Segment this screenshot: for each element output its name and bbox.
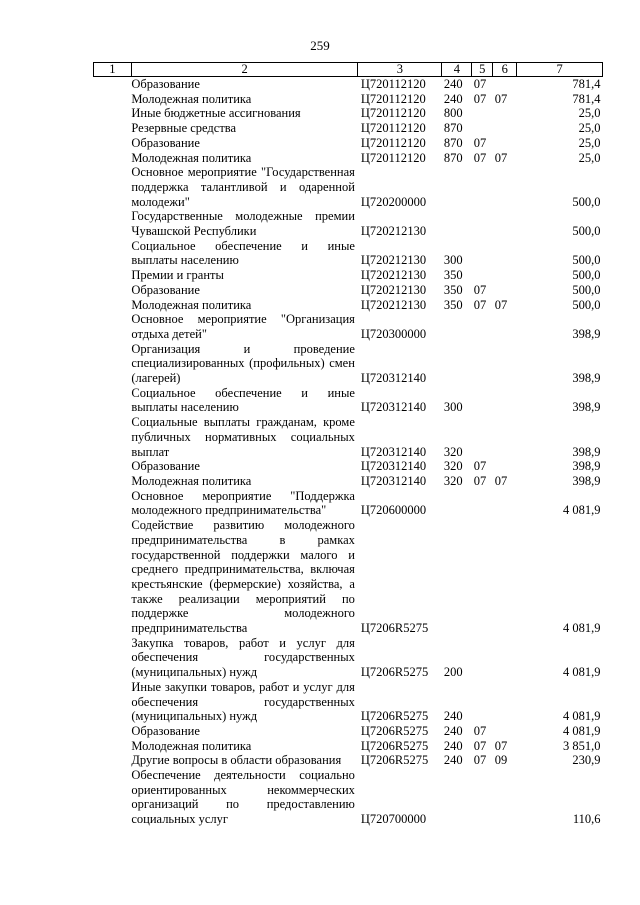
cell-col-1 xyxy=(94,768,132,827)
row-expense-type: 240 xyxy=(443,723,463,738)
cell-col-1 xyxy=(94,151,132,166)
row-code: Ц720300000 xyxy=(360,326,427,341)
cell-col-1 xyxy=(94,489,132,518)
row-expense-type xyxy=(442,768,472,827)
row-name: Молодежная политика xyxy=(131,91,252,106)
header-row xyxy=(94,63,603,77)
row-subsection xyxy=(493,680,517,724)
cell-col-1 xyxy=(94,459,132,474)
row-expense-type xyxy=(442,342,472,386)
row-amount: 25,0 xyxy=(578,135,601,150)
row-subsection xyxy=(493,239,517,268)
cell-col-1 xyxy=(94,239,132,268)
row-section xyxy=(472,342,493,386)
row-amount: 781,4 xyxy=(572,77,601,91)
table-row xyxy=(94,739,603,754)
row-expense-type: 320 xyxy=(443,473,463,488)
header-col-5: 5 xyxy=(472,63,493,77)
row-section: 07 xyxy=(473,738,487,753)
row-section: 07 xyxy=(473,723,487,738)
row-amount: 25,0 xyxy=(578,106,601,121)
row-expense-type: 870 xyxy=(443,121,463,136)
row-name: Другие вопросы в области образования xyxy=(131,753,342,768)
row-name: Организация и проведение специализированных (профильных) смен (лагерей) xyxy=(131,341,355,386)
row-name: Основное мероприятие "Организация отдыха детей" xyxy=(131,312,355,341)
row-code: Ц720212130 xyxy=(360,297,427,312)
row-name: Государственные молодежные премии Чувашской Республики xyxy=(131,209,355,239)
row-section: 07 xyxy=(473,150,487,165)
row-name: Образование xyxy=(131,135,200,150)
row-name: Образование xyxy=(131,77,200,91)
row-name: Образование xyxy=(131,282,200,297)
row-section: 07 xyxy=(473,297,487,312)
row-amount: 4 081,9 xyxy=(563,723,601,738)
row-section: 07 xyxy=(473,459,487,474)
header-col-6: 6 xyxy=(493,63,517,77)
table-row xyxy=(94,298,603,313)
table-row xyxy=(94,165,603,209)
cell-col-1 xyxy=(94,298,132,313)
cell-col-1 xyxy=(94,77,132,92)
row-expense-type: 200 xyxy=(443,665,463,680)
cell-col-1 xyxy=(94,283,132,298)
row-amount: 500,0 xyxy=(572,282,601,297)
row-subsection xyxy=(493,312,517,341)
row-code: Ц7206R5275 xyxy=(360,665,429,680)
row-section xyxy=(472,312,493,341)
table-row xyxy=(94,312,603,341)
row-expense-type: 350 xyxy=(443,268,463,283)
row-expense-type: 320 xyxy=(443,444,463,459)
row-amount: 4 081,9 xyxy=(563,709,601,724)
row-expense-type xyxy=(442,489,472,518)
cell-col-1 xyxy=(94,165,132,209)
table-row xyxy=(94,77,603,92)
cell-col-1 xyxy=(94,636,132,680)
row-subsection: 09 xyxy=(494,753,508,768)
row-code: Ц720112120 xyxy=(360,77,426,91)
row-section xyxy=(472,239,493,268)
row-name: Молодежная политика xyxy=(131,297,252,312)
cell-col-1 xyxy=(94,268,132,283)
table-row xyxy=(94,753,603,768)
row-amount: 398,9 xyxy=(572,459,601,474)
table-row xyxy=(94,151,603,166)
row-name: Иные бюджетные ассигнования xyxy=(131,106,301,121)
cell-col-1 xyxy=(94,724,132,739)
row-section: 07 xyxy=(473,91,487,106)
row-subsection xyxy=(493,268,517,283)
table-row xyxy=(94,680,603,724)
row-section xyxy=(472,680,493,724)
row-code: Ц720112120 xyxy=(360,135,426,150)
row-code: Ц720112120 xyxy=(360,150,426,165)
row-code: Ц720212130 xyxy=(360,253,427,268)
row-expense-type: 240 xyxy=(443,709,463,724)
cell-col-1 xyxy=(94,680,132,724)
row-expense-type: 300 xyxy=(443,253,463,268)
row-code: Ц720312140 xyxy=(360,473,427,488)
row-amount: 500,0 xyxy=(572,297,601,312)
header-col-4: 4 xyxy=(442,63,472,77)
row-code: Ц7206R5275 xyxy=(360,723,429,738)
row-subsection: 07 xyxy=(494,91,508,106)
row-expense-type xyxy=(442,209,472,238)
table-row xyxy=(94,136,603,151)
cell-col-1 xyxy=(94,753,132,768)
row-name: Резервные средства xyxy=(131,121,237,136)
table-row xyxy=(94,474,603,489)
row-expense-type: 300 xyxy=(443,400,463,415)
cell-col-1 xyxy=(94,312,132,341)
row-code: Ц7206R5275 xyxy=(360,753,429,768)
row-amount: 398,9 xyxy=(572,326,601,341)
row-name: Закупка товаров, работ и услуг для обеспечения государственных (муниципальных) нужд xyxy=(131,635,355,680)
row-expense-type: 240 xyxy=(443,738,463,753)
row-expense-type: 870 xyxy=(443,135,463,150)
table-row xyxy=(94,106,603,121)
row-section xyxy=(472,106,493,121)
row-expense-type xyxy=(442,312,472,341)
row-code: Ц720112120 xyxy=(360,91,426,106)
row-section xyxy=(472,768,493,827)
row-subsection xyxy=(493,415,517,459)
row-section: 07 xyxy=(473,473,487,488)
row-name: Премии и гранты xyxy=(131,268,224,283)
row-name: Основное мероприятие "Государственная поддержка талантливой и одаренной молодежи" xyxy=(131,165,355,209)
row-code: Ц720112120 xyxy=(360,106,426,121)
row-subsection xyxy=(493,518,517,636)
table-row xyxy=(94,518,603,636)
row-section xyxy=(472,209,493,238)
cell-col-1 xyxy=(94,415,132,459)
row-section: 07 xyxy=(473,282,487,297)
table-body xyxy=(94,77,603,827)
table-row xyxy=(94,209,603,238)
row-section: 07 xyxy=(473,77,487,91)
row-section: 07 xyxy=(473,135,487,150)
table-row xyxy=(94,283,603,298)
row-subsection xyxy=(493,121,517,136)
row-section xyxy=(472,386,493,415)
row-subsection xyxy=(493,209,517,238)
row-section xyxy=(472,415,493,459)
row-amount: 500,0 xyxy=(572,268,601,283)
row-amount: 110,6 xyxy=(572,812,601,827)
row-name: Социальные выплаты гражданам, кроме публичных нормативных социальных выплат xyxy=(131,415,355,459)
row-name: Молодежная политика xyxy=(131,738,252,753)
row-subsection xyxy=(493,342,517,386)
row-name: Обеспечение деятельности социально ориентированных некоммерческих организаций по предоставлению социальных услуг xyxy=(131,768,355,827)
row-name: Молодежная политика xyxy=(131,473,252,488)
table-row xyxy=(94,268,603,283)
row-amount: 398,9 xyxy=(572,473,601,488)
row-expense-type xyxy=(442,165,472,209)
row-subsection xyxy=(493,136,517,151)
cell-col-1 xyxy=(94,209,132,238)
table-row xyxy=(94,342,603,386)
row-expense-type: 240 xyxy=(443,91,463,106)
row-section xyxy=(472,121,493,136)
row-name: Образование xyxy=(131,723,200,738)
cell-col-1 xyxy=(94,474,132,489)
row-name: Основное мероприятие "Поддержка молодежного предпринимательства" xyxy=(131,488,355,518)
header-col-3: 3 xyxy=(358,63,442,77)
row-expense-type: 800 xyxy=(443,106,463,121)
row-code: Ц720212130 xyxy=(360,224,427,239)
cell-col-1 xyxy=(94,518,132,636)
row-subsection xyxy=(493,724,517,739)
table-row xyxy=(94,92,603,107)
row-expense-type: 240 xyxy=(443,753,463,768)
row-name: Иные закупки товаров, работ и услуг для обеспечения государственных (муниципальных) нужд xyxy=(131,679,355,724)
row-name: Социальное обеспечение и иные выплаты населению xyxy=(131,385,355,415)
row-name: Социальное обеспечение и иные выплаты населению xyxy=(131,238,355,268)
row-subsection xyxy=(493,283,517,298)
row-section xyxy=(472,165,493,209)
row-amount: 25,0 xyxy=(578,121,601,136)
row-code: Ц720700000 xyxy=(360,812,427,827)
row-section xyxy=(472,636,493,680)
row-amount: 4 081,9 xyxy=(563,665,601,680)
page-number: 259 xyxy=(310,38,330,53)
row-code: Ц7206R5275 xyxy=(360,709,429,724)
row-code: Ц720312140 xyxy=(360,400,427,415)
row-amount: 25,0 xyxy=(578,150,601,165)
row-subsection xyxy=(493,77,517,92)
row-subsection: 07 xyxy=(494,297,508,312)
row-subsection xyxy=(493,768,517,827)
row-expense-type: 350 xyxy=(443,297,463,312)
row-section xyxy=(472,489,493,518)
row-name: Образование xyxy=(131,459,200,474)
row-expense-type: 320 xyxy=(443,459,463,474)
table-row xyxy=(94,459,603,474)
row-section xyxy=(472,518,493,636)
row-code: Ц720112120 xyxy=(360,121,426,136)
row-subsection xyxy=(493,386,517,415)
cell-col-1 xyxy=(94,92,132,107)
header-col-1: 1 xyxy=(94,63,132,77)
row-subsection: 07 xyxy=(494,738,508,753)
table-row xyxy=(94,768,603,827)
table-row xyxy=(94,415,603,459)
table-row xyxy=(94,386,603,415)
row-subsection xyxy=(493,459,517,474)
header-col-2: 2 xyxy=(131,63,358,77)
table-header xyxy=(94,63,603,77)
row-amount: 500,0 xyxy=(572,224,601,239)
row-code: Ц720212130 xyxy=(360,268,427,283)
row-expense-type xyxy=(442,518,472,636)
row-amount: 4 081,9 xyxy=(563,621,601,636)
row-amount: 398,9 xyxy=(572,400,601,415)
row-amount: 4 081,9 xyxy=(563,503,601,518)
cell-col-1 xyxy=(94,342,132,386)
row-code: Ц720600000 xyxy=(360,503,427,518)
row-section xyxy=(472,268,493,283)
cell-col-1 xyxy=(94,106,132,121)
row-amount: 230,9 xyxy=(572,753,601,768)
row-subsection xyxy=(493,489,517,518)
row-section: 07 xyxy=(473,753,487,768)
row-code: Ц720312140 xyxy=(360,459,427,474)
row-amount: 398,9 xyxy=(572,444,601,459)
row-name: Молодежная политика xyxy=(131,150,252,165)
row-amount: 3 851,0 xyxy=(563,738,601,753)
cell-col-1 xyxy=(94,386,132,415)
row-amount: 500,0 xyxy=(572,194,601,209)
table-row xyxy=(94,724,603,739)
row-code: Ц720312140 xyxy=(360,371,427,386)
table-row xyxy=(94,121,603,136)
row-amount: 781,4 xyxy=(572,91,601,106)
row-subsection xyxy=(493,165,517,209)
row-name: Содействие развитию молодежного предпринимательства в рамках государственной поддержки малого и среднего предпринимательства, включая крестьянские (фермерские) хозяйства, а также реализации мероприятий по поддержке молодежного предпринимательства xyxy=(131,518,355,636)
row-subsection xyxy=(493,636,517,680)
row-expense-type: 350 xyxy=(443,282,463,297)
row-subsection: 07 xyxy=(494,150,508,165)
row-expense-type: 240 xyxy=(443,77,463,91)
cell-col-1 xyxy=(94,136,132,151)
row-amount: 398,9 xyxy=(572,371,601,386)
row-expense-type: 870 xyxy=(443,150,463,165)
table-row xyxy=(94,636,603,680)
row-code: Ц720312140 xyxy=(360,444,427,459)
row-code: Ц7206R5275 xyxy=(360,621,429,636)
budget-table xyxy=(93,62,603,827)
row-code: Ц7206R5275 xyxy=(360,738,429,753)
row-code: Ц720200000 xyxy=(360,194,427,209)
row-code: Ц720212130 xyxy=(360,282,427,297)
cell-col-1 xyxy=(94,121,132,136)
row-subsection xyxy=(493,106,517,121)
table-row xyxy=(94,239,603,268)
cell-col-1 xyxy=(94,739,132,754)
row-amount: 500,0 xyxy=(572,253,601,268)
header-col-7: 7 xyxy=(517,63,603,77)
row-subsection: 07 xyxy=(494,473,508,488)
table-row xyxy=(94,489,603,518)
